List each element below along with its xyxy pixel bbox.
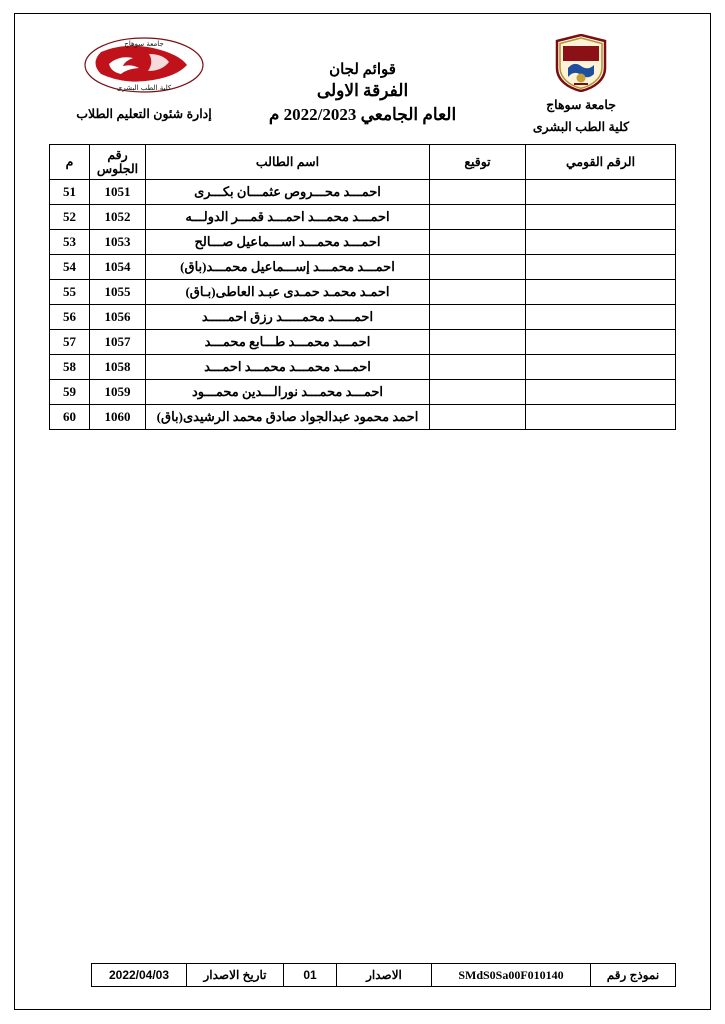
table-row [50,180,676,205]
cell-seat-number: 1055 [90,280,146,305]
table-row [50,305,676,330]
cell-student-name: احمـــد محمـــد احمـــد قمـــر الدولـــه [146,205,430,230]
cell-seat-number: 1051 [90,180,146,205]
table-row [50,355,676,380]
table-row [50,205,676,230]
column-header-serial: م [50,145,90,180]
cell-signature [430,230,526,255]
cell-serial: 52 [50,205,90,230]
svg-text:جامعة سوهاج: جامعة سوهاج [124,40,164,48]
cell-student-name: احمـــد محمـــد اســـماعيل صـــالح [146,230,430,255]
document-header [49,34,676,134]
cell-national-id [526,205,676,230]
cell-signature [430,180,526,205]
cell-seat-number: 1060 [90,405,146,430]
title-line-3: العام الجامعي 2022/2023 م [268,105,457,125]
footer-date-value: 2022/04/03 [92,964,187,987]
cell-seat-number: 1058 [90,355,146,380]
cell-student-name: احمـــد محـــروص عثمـــان بكـــرى [146,180,430,205]
cell-national-id [526,305,676,330]
cell-student-name: احمـــد محمـــد طـــابع محمـــد [146,330,430,355]
cell-seat-number: 1053 [90,230,146,255]
title-line-1: قوائم لجان [329,62,396,78]
table-row [50,255,676,280]
faculty-name: كلية الطب البشرى [532,120,630,135]
cell-signature [430,380,526,405]
table-row [50,380,676,405]
cell-national-id [526,380,676,405]
cell-student-name: احمد محمود عبدالجواد صادق محمد الرشيدى(باق) [146,405,430,430]
cell-signature [430,305,526,330]
cell-signature [430,405,526,430]
cell-seat-number: 1052 [90,205,146,230]
header-left-block [49,34,239,121]
cell-serial: 51 [50,180,90,205]
document-footer [91,963,676,987]
table-header-row [50,145,676,180]
footer-version-value: 01 [284,964,337,987]
cell-serial: 57 [50,330,90,355]
cell-serial: 54 [50,255,90,280]
cell-serial: 58 [50,355,90,380]
table-row [50,280,676,305]
university-name: جامعة سوهاج [546,98,616,112]
cell-serial: 53 [50,230,90,255]
column-header-student-name: اسم الطالب [146,145,430,180]
department-name: إدارة شئون التعليم الطلاب [76,107,212,121]
cell-signature [430,330,526,355]
sohag-university-crest-icon [486,34,676,92]
page-content [15,14,710,1009]
svg-text:كلية الطب البشرى: كلية الطب البشرى [116,84,172,92]
cell-national-id [526,230,676,255]
cell-serial: 60 [50,405,90,430]
cell-serial: 59 [50,380,90,405]
footer-date-label: تاريخ الاصدار [187,964,284,987]
cell-signature [430,355,526,380]
cell-student-name: احمـــد محمـــد محمـــد احمـــد [146,355,430,380]
cell-serial: 55 [50,280,90,305]
cell-national-id [526,330,676,355]
cell-seat-number: 1057 [90,330,146,355]
header-right-block [486,34,676,136]
cell-student-name: احمـــــد محمـــــد رزق احمـــــد [146,305,430,330]
seat-header-line-1: رقم [107,147,128,162]
table-row [50,330,676,355]
cell-national-id [526,355,676,380]
column-header-seat-number [90,145,146,180]
cell-seat-number: 1056 [90,305,146,330]
document-page [14,13,711,1010]
footer-form-code: SMdS0Sa00F010140 [432,964,591,987]
cell-national-id [526,255,676,280]
students-table [49,144,676,430]
column-header-national-id: الرقم القومي [526,145,676,180]
cell-seat-number: 1054 [90,255,146,280]
cell-signature [430,280,526,305]
cell-national-id [526,405,676,430]
cell-student-name: احمـــد محمـــد إســـماعيل محمـــد(باق) [146,255,430,280]
seat-header-line-2: الجلوس [96,162,139,176]
title-line-2: الفرقة الاولى [316,81,409,101]
footer-version-label: الاصدار [337,964,432,987]
table-row [50,405,676,430]
cell-student-name: احمـــد محمـــد نورالـــدين محمـــود [146,380,430,405]
student-affairs-logo-icon [49,34,239,96]
column-header-signature: توقيع [430,145,526,180]
table-row [50,230,676,255]
header-titles [239,34,486,128]
footer-row [92,964,676,987]
cell-student-name: احمـد محمـد حمـدى عبـد العاطى(بـاق) [146,280,430,305]
cell-national-id [526,180,676,205]
cell-signature [430,205,526,230]
students-table-body [50,180,676,430]
cell-seat-number: 1059 [90,380,146,405]
cell-national-id [526,280,676,305]
footer-form-label: نموذج رقم [591,964,676,987]
cell-signature [430,255,526,280]
cell-serial: 56 [50,305,90,330]
